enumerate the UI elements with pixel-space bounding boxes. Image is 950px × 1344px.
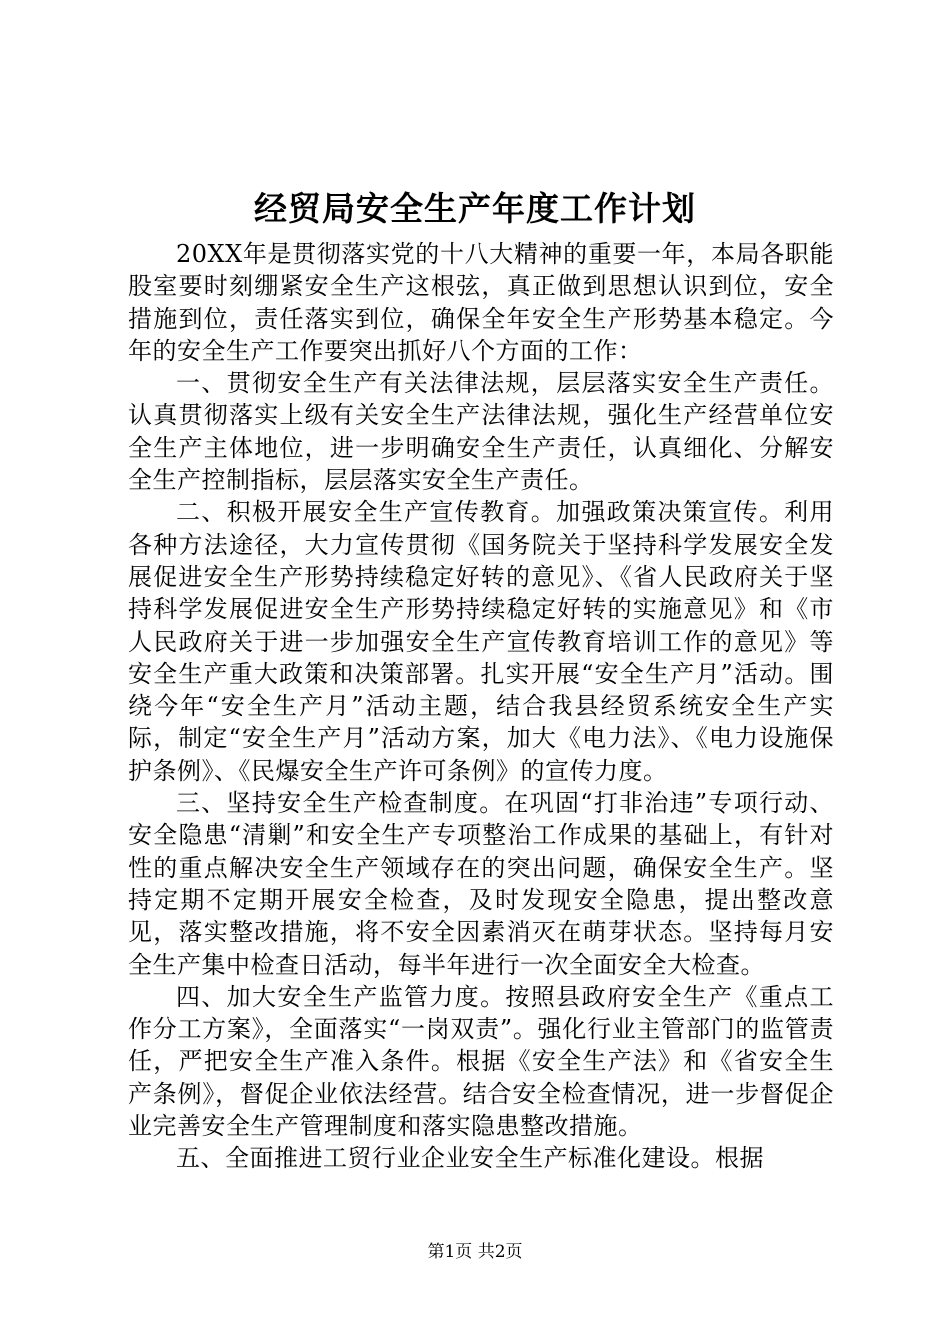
paragraph-section-2: 二、积极开展安全生产宣传教育。加强政策决策宣传。利用各种方法途径，大力宣传贯彻《国务院关于坚持科学发展安全发展促进安全生产形势持续稳定好转的意见》、《省人民政府关于坚持科学发展促进安全生产形势持续稳定好转的实施意见》和《市人民政府关于进一步加强安全生产宣传教育培训工作的意见》等安全生产重大政策和决策部署。扎实开展“安全生产月”活动。围绕今年“安全生产月”活动主题，结合我县经贸系统安全生产实际，制定“安全生产月”活动方案，加大《电力法》、《电力设施保护条例》、《民爆安全生产许可条例》的宣传力度。 — [128, 498, 834, 785]
paragraph-intro: 20XX年是贯彻落实党的十八大精神的重要一年，本局各职能股室要时刻绷紧安全生产这根弦，真正做到思想认识到位，安全措施到位，责任落实到位，确保全年安全生产形势基本稳定。今年的安全生产工作要突出抓好八个方面的工作： — [128, 240, 834, 365]
paragraph-section-5: 五、全面推进工贸行业企业安全生产标准化建设。根据 — [176, 1144, 764, 1173]
document-title: 经贸局安全生产年度工作计划 — [254, 189, 696, 228]
paragraph-section-1: 一、贯彻安全生产有关法律法规，层层落实安全生产责任。认真贯彻落实上级有关安全生产法律法规，强化生产经营单位安全生产主体地位，进一步明确安全生产责任，认真细化、分解安全生产控制指标，层层落实安全生产责任。 — [128, 369, 834, 495]
page-number-footer: 第1页 共2页 — [427, 1242, 523, 1262]
paragraph-section-3: 三、坚持安全生产检查制度。在巩固“打非治违”专项行动、安全隐患“清剿”和安全生产专项整治工作成果的基础上，有针对性的重点解决安全生产领域存在的突出问题，确保安全生产。坚持定期不定期开展安全检查，及时发现安全隐患，提出整改意见，落实整改措施，将不安全因素消灭在萌芽状态。坚持每月安全生产集中检查日活动，每半年进行一次全面安全大检查。 — [128, 789, 834, 979]
paragraph-section-4: 四、加大安全生产监管力度。按照县政府安全生产《重点工作分工方案》，全面落实“一岗双责”。强化行业主管部门的监管责任，严把安全生产准入条件。根据《安全生产法》和《省安全生产条例》，督促企业依法经营。结合安全检查情况，进一步督促企业完善安全生产管理制度和落实隐患整改措施。 — [128, 982, 834, 1141]
document-body — [128, 238, 834, 1175]
